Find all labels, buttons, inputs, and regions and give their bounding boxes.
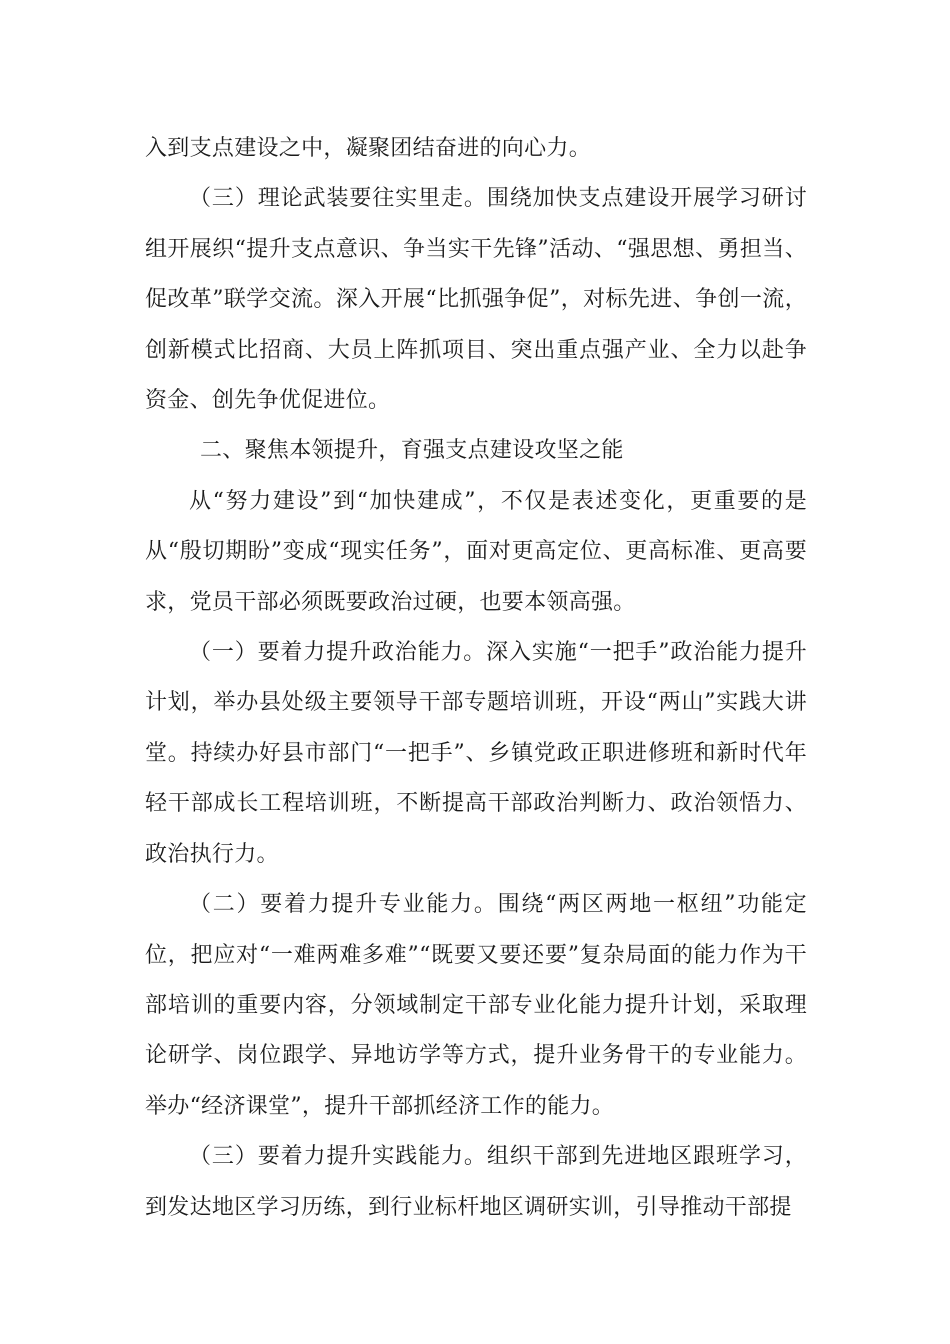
paragraph-intro-section-2: 从“努力建设”到“加快建成”，不仅是表述变化，更重要的是从“殷切期盼”变成“现实任务”，面对更高定位、更高标准、更高要求，党员干部必须既要政治过硬，也要本领高强。 xyxy=(145,488,807,615)
paragraph-theory-arming: （三）理论武装要往实里走。围绕加快支点建设开展学习研讨组开展织“提升支点意识、争当实干先锋”活动、“强思想、勇担当、促改革”联学交流。深入开展“比抓强争促”，对标先进、争创一流，创新模式比招商、大员上阵抓项目、突出重点强产业、全力以赴争资金、创先争优促进位。 xyxy=(145,186,807,414)
document-body xyxy=(145,124,807,1233)
paragraph-practical-ability: （三）要着力提升实践能力。组织干部到先进地区跟班学习，到发达地区学习历练，到行业标杆地区调研实训，引导推动干部提 xyxy=(145,1144,807,1220)
paragraph-political-ability: （一）要着力提升政治能力。深入实施“一把手”政治能力提升计划，举办县处级主要领导干部专题培训班，开设“两山”实践大讲堂。持续办好县市部门“一把手”、乡镇党政正职进修班和新时代年轻干部成长工程培训班，不断提高干部政治判断力、政治领悟力、政治执行力。 xyxy=(145,640,807,867)
section-heading-2: 二、聚焦本领提升，育强支点建设攻坚之能 xyxy=(200,438,624,464)
paragraph-continuation: 入到支点建设之中，凝聚团结奋进的向心力。 xyxy=(145,136,592,161)
paragraph-professional-ability: （二）要着力提升专业能力。围绕“两区两地一枢纽”功能定位，把应对“一难两难多难”“既要又要还要”复杂局面的能力作为干部培训的重要内容，分领域制定干部专业化能力提升计划，采取理论研学、岗位跟学、异地访学等方式，提升业务骨干的专业能力。举办“经济课堂”，提升干部抓经济工作的能力。 xyxy=(145,892,807,1119)
